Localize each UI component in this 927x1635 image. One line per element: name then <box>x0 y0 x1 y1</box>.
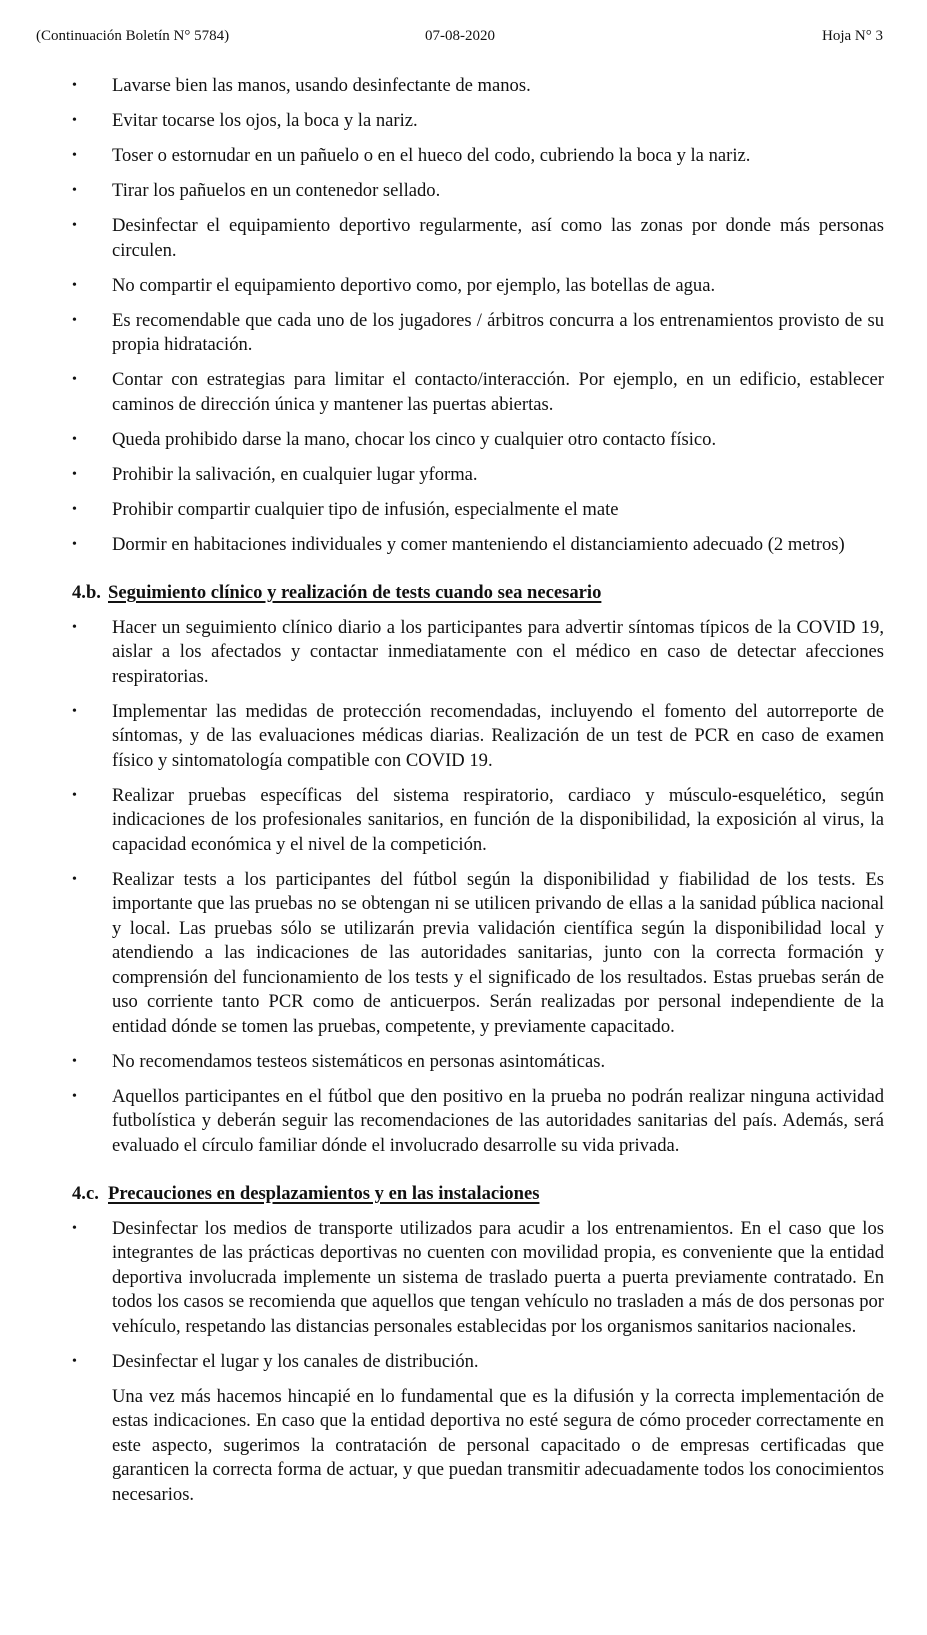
hygiene-measures-list <box>72 74 884 557</box>
list-item <box>72 616 884 690</box>
list-item <box>72 533 884 558</box>
list-item-text: Tirar los pañuelos en un contenedor sellado. <box>112 180 441 201</box>
section-number: 4.b. <box>72 582 101 603</box>
list-item <box>72 463 884 488</box>
bullet-icon: • <box>72 1353 77 1369</box>
list-item <box>72 868 884 1040</box>
bullet-icon: • <box>72 1220 77 1236</box>
list-item-text: Es recomendable que cada uno de los jugadores / árbitros concurra a los entrenamientos provisto de su propia hidratación. <box>112 309 884 355</box>
bullet-icon: • <box>72 787 77 803</box>
bullet-icon: • <box>72 78 77 93</box>
bullet-icon: • <box>72 536 77 552</box>
list-item-text: Realizar pruebas específicas del sistema respiratorio, cardiaco y músculo-esquelético, según indicaciones de los profesionales sanitarios, en función de la disponibilidad, la exposición al virus, la capacidad económica y el nivel de la competición. <box>112 784 884 855</box>
list-item <box>72 309 884 358</box>
list-item <box>72 214 884 263</box>
list-item-text: Toser o estornudar en un pañuelo o en el hueco del codo, cubriendo la boca y la nariz. <box>112 145 751 166</box>
list-item <box>72 700 884 774</box>
bullet-icon: • <box>72 1088 77 1104</box>
list-item <box>72 1217 884 1340</box>
list-item-text: Desinfectar el lugar y los canales de distribución. <box>112 1350 479 1372</box>
list-item-text: Implementar las medidas de protección recomendadas, incluyendo el fomento del autorreporte de síntomas, y de las evaluaciones médicas diarias. Realización de un test de PCR en caso de examen físico y sintomatología compatible con COVID 19. <box>112 700 884 771</box>
list-item <box>72 109 884 134</box>
list-item <box>72 428 884 453</box>
list-item-text: Prohibir compartir cualquier tipo de infusión, especialmente el mate <box>112 498 619 520</box>
clinical-monitoring-list <box>72 616 884 1159</box>
list-item-text: Realizar tests a los participantes del fútbol según la disponibilidad y fiabilidad de los tests. Es importante que las pruebas no se obtengan ni se utilicen privando de ellas a la sanidad pública nacional y local. Las pruebas sólo se utilizarán previa validación científica según la disponibilidad local y atendiendo a las indicaciones de las autoridades sanitarias, junto con la correcta formación y comprensión del funcionamiento de los tests y el significado de los resultados. Estas pruebas serán de uso corriente tanto PCR como de anticuerpos. Serán realizadas por personal independiente de la entidad dónde se tomen las pruebas, competente, y previamente capacitado. <box>112 868 884 1037</box>
list-item <box>72 1085 884 1159</box>
list-item-text: Desinfectar los medios de transporte utilizados para acudir a los entrenamientos. En el caso que los integrantes de las prácticas deportivas no cuenten con movilidad propia, es conveniente que la entidad deportiva involucrada implemente un sistema de traslado puerta a puerta previamente contratado. En todos los casos se recomienda que aquellos que tengan vehículo no trasladen a más de dos personas por vehículo, respetando las distancias personales establecidas por los organismos sanitarios nacionales. <box>112 1217 884 1337</box>
list-item <box>72 274 884 299</box>
list-item <box>72 784 884 858</box>
list-item-text: Dormir en habitaciones individuales y comer manteniendo el distanciamiento adecuado (2 metros) <box>112 533 845 555</box>
list-item-text: No compartir el equipamiento deportivo como, por ejemplo, las botellas de agua. <box>112 274 716 296</box>
list-item <box>72 74 884 99</box>
bullet-icon: • <box>72 703 77 719</box>
section-title: Seguimiento clínico y realización de tests cuando sea necesario <box>108 582 602 603</box>
list-item-text: No recomendamos testeos sistemáticos en personas asintomáticas. <box>112 1050 606 1072</box>
page-number: Hoja N° 3 <box>822 28 883 44</box>
list-item-text: Lavarse bien las manos, usando desinfectante de manos. <box>112 75 531 96</box>
list-item-text: Desinfectar el equipamiento deportivo regularmente, así como las zonas por donde más personas circulen. <box>112 215 884 261</box>
list-item-text: Queda prohibido darse la mano, chocar los cinco y cualquier otro contacto físico. <box>112 428 717 450</box>
list-item-text: Prohibir la salivación, en cualquier lugar yforma. <box>112 463 478 485</box>
document-body <box>72 74 884 1526</box>
list-item <box>72 179 884 204</box>
bullet-icon: • <box>72 183 77 198</box>
bulletin-date: 07-08-2020 <box>425 28 495 44</box>
list-item-text: Evitar tocarse los ojos, la boca y la nariz. <box>112 110 418 131</box>
list-item <box>72 1350 884 1375</box>
section-number: 4.c. <box>72 1183 99 1204</box>
list-item <box>72 1050 884 1075</box>
list-item <box>72 368 884 417</box>
bullet-icon: • <box>72 431 77 447</box>
section-heading-4b <box>72 581 884 606</box>
bullet-icon: • <box>72 312 77 328</box>
closing-paragraph: Una vez más hacemos hincapié en lo fundamental que es la difusión y la correcta implementación de estas indicaciones. En caso que la entidad deportiva no esté segura de cómo proceder correctamente en este aspecto, sugerimos la contratación de personal capacitado o de empresas certificadas que garanticen la correcta forma de actuar, y que puedan transmitir adecuadamente todos los conocimientos necesarios. <box>112 1385 884 1505</box>
page-header <box>36 24 883 48</box>
bullet-icon: • <box>72 372 77 387</box>
list-item-text: Aquellos participantes en el fútbol que den positivo en la prueba no podrán realizar ninguna actividad futbolística y deberán seguir las recomendaciones de las autoridades sanitarias del país. Además, será evaluado el círculo familiar dónde el involucrado desarrolle su vida privada. <box>112 1085 884 1156</box>
list-item <box>72 498 884 523</box>
list-item <box>72 144 884 169</box>
bullet-icon: • <box>72 1053 77 1069</box>
bullet-icon: • <box>72 218 77 233</box>
section-heading-4c <box>72 1182 884 1207</box>
bulletin-reference: (Continuación Boletín N° 5784) <box>36 28 230 44</box>
bullet-icon: • <box>72 148 77 163</box>
bullet-icon: • <box>72 277 77 293</box>
bullet-icon: • <box>72 501 77 517</box>
bullet-icon: • <box>72 466 77 482</box>
travel-precautions-list <box>72 1217 884 1375</box>
section-title: Precauciones en desplazamientos y en las instalaciones <box>108 1183 540 1204</box>
list-item-text: Hacer un seguimiento clínico diario a los participantes para advertir síntomas típicos de la COVID 19, aislar a los afectados y contactar inmediatamente con el médico en caso de detectar afecciones respiratorias. <box>112 616 884 687</box>
bullet-icon: • <box>72 113 77 128</box>
bullet-icon: • <box>72 619 77 635</box>
list-item-text: Contar con estrategias para limitar el contacto/interacción. Por ejemplo, en un edificio, establecer caminos de dirección única y mantener las puertas abiertas. <box>112 369 884 415</box>
bullet-icon: • <box>72 871 77 887</box>
